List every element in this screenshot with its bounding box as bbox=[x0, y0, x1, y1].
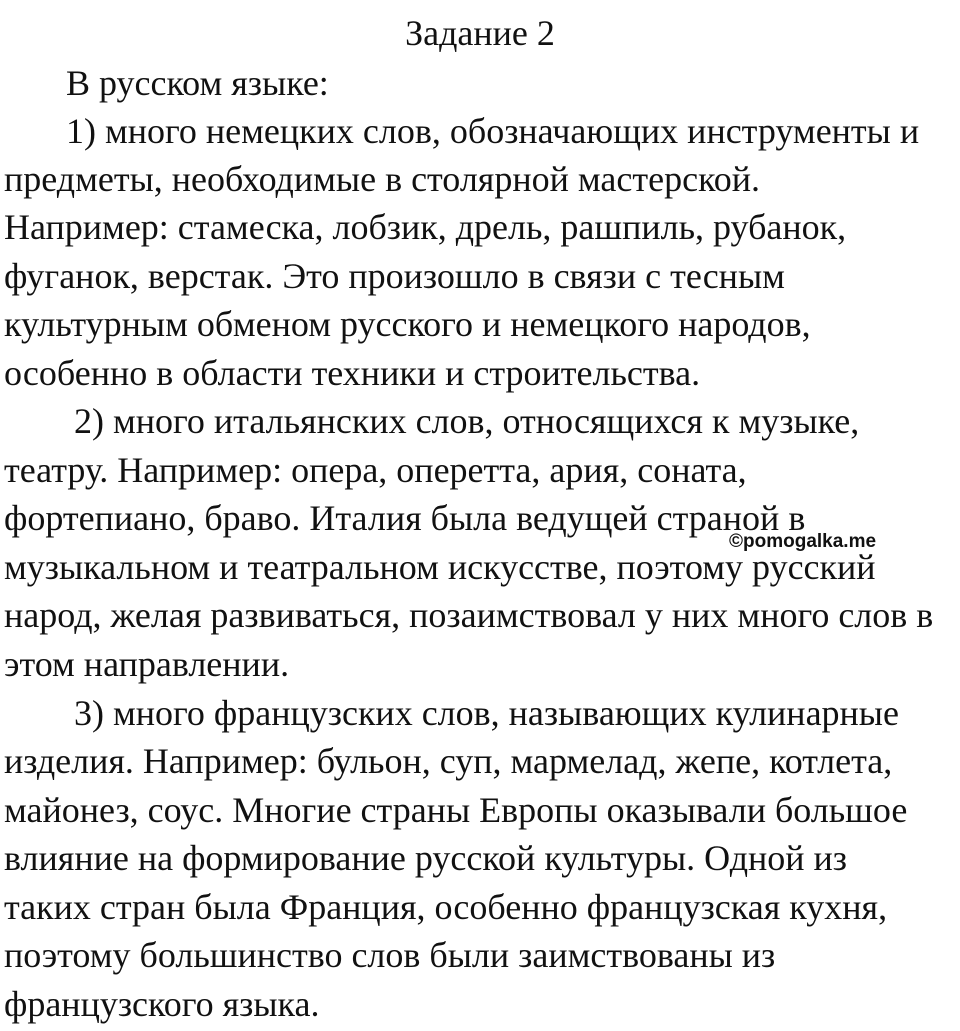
text-line: французского языка. bbox=[4, 984, 320, 1024]
text-line: поэтому большинство слов были заимствованы из bbox=[4, 935, 776, 975]
watermark: ©pomogalka.me bbox=[729, 531, 877, 552]
text-line: предметы, необходимые в столярной мастерской. bbox=[4, 159, 760, 199]
text-line: Например: стамеска, лобзик, дрель, рашпиль, рубанок, bbox=[4, 207, 847, 247]
text-line: этом направлении. bbox=[4, 644, 290, 684]
text-line: фортепиано, браво. Италия была ведущей страной в bbox=[4, 498, 806, 538]
text-line: народ, желая развиваться, позаимствовал у них много слов в bbox=[4, 595, 934, 635]
text-line-intro: В русском языке: bbox=[66, 63, 329, 103]
text-line: майонез, соус. Многие страны Европы оказывали большое bbox=[4, 790, 908, 830]
text-line: фуганок, верстак. Это произошло в связи с тесным bbox=[4, 256, 785, 296]
text-line: изделия. Например: бульон, суп, мармелад, жепе, котлета, bbox=[4, 741, 893, 781]
text-line: культурным обменом русского и немецкого народов, bbox=[4, 304, 811, 344]
page-title: Задание 2 bbox=[405, 13, 555, 53]
text-line: 2) много итальянских слов, относящихся к музыке, bbox=[74, 401, 860, 441]
text-line: особенно в области техники и строительства. bbox=[4, 353, 701, 393]
text-line: музыкальном и театральном искусстве, поэтому русский bbox=[4, 547, 876, 587]
text-line: театру. Например: опера, оперетта, ария, соната, bbox=[4, 450, 747, 490]
text-line: 1) много немецких слов, обозначающих инструменты и bbox=[66, 111, 920, 151]
text-line: влияние на формирование русской культуры. Одной из bbox=[4, 838, 848, 878]
text-line: таких стран была Франция, особенно французская кухня, bbox=[4, 887, 888, 927]
text-line: 3) много французских слов, называющих кулинарные bbox=[74, 693, 899, 733]
